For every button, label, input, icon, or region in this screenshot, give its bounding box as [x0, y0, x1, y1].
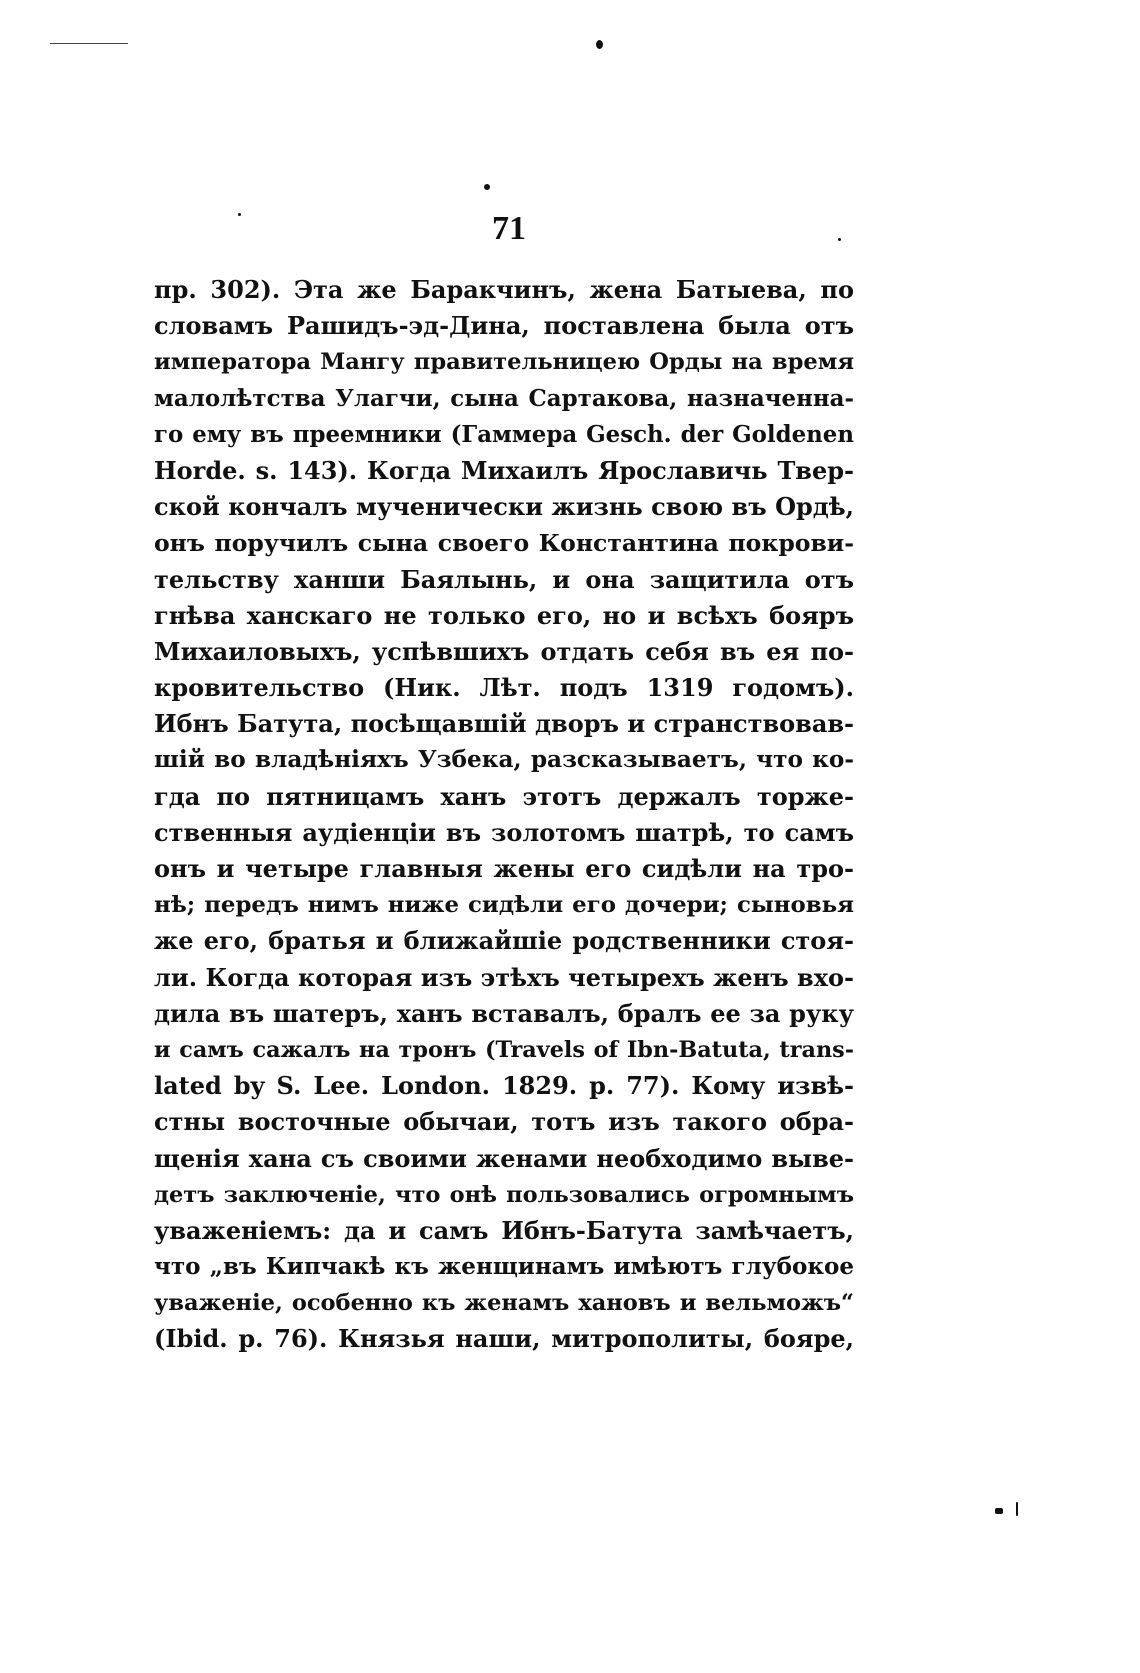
- text-line: пр. 302). Эта же Баракчинъ, жена Батыева, по: [154, 275, 854, 304]
- text-line: ли. Когда которая изъ этѣхъ четырехъ женъ вхо-: [154, 962, 854, 992]
- text-line: ской кончалъ мученически жизнь свою въ Ордѣ,: [154, 492, 854, 522]
- text-line: дила въ шатеръ, ханъ вставалъ, бралъ ее за руку: [154, 998, 854, 1028]
- text-line: ственныя аудіенціи въ золотомъ шатрѣ, то самъ: [154, 817, 854, 847]
- text-line: тельству ханши Баялынь, и она защитила отъ: [154, 564, 854, 594]
- text-line: онъ и четыре главныя жены его сидѣли на тро-: [154, 854, 854, 883]
- text-line: Ибнъ Батута, посѣщавшій дворъ и странствовав-: [154, 709, 854, 739]
- text-line: Михаиловыхъ, успѣвшихъ отдать себя въ ея по-: [154, 636, 854, 666]
- text-line: уваженіемъ: да и самъ Ибнъ-Батута замѣчаетъ,: [154, 1215, 854, 1245]
- page-number: 71: [492, 210, 526, 247]
- text-line: кровительство (Ник. Лѣт. подъ 1319 годомъ).: [154, 673, 854, 703]
- text-line: уваженіе, особенно къ женамъ хановъ и вельможъ“: [154, 1290, 854, 1317]
- text-line: императора Мангу правительницею Орды на время: [154, 349, 854, 376]
- text-line: детъ заключеніе, что онѣ пользовались огромнымъ: [154, 1181, 854, 1208]
- text-line: словамъ Рашидъ-эд-Дина, поставлена была отъ: [154, 311, 854, 341]
- text-line: шій во владѣніяхъ Узбека, разсказываетъ, что ко-: [154, 746, 854, 774]
- text-line: Horde. s. 143). Когда Михаилъ Ярославичь Твер-: [154, 455, 854, 485]
- ink-blot: [596, 40, 603, 49]
- ink-speck: [1016, 1502, 1018, 1516]
- text-line: (Ibid. p. 76). Князья наши, митрополиты, бояре,: [154, 1324, 854, 1354]
- ink-dot: [484, 184, 490, 190]
- text-line: гда по пятницамъ ханъ этотъ держалъ торже-: [154, 781, 854, 811]
- text-line: го ему въ преемники (Гаммера Gesch. der Goldenen: [154, 421, 854, 448]
- text-line: же его, братья и ближайшіе родственники стоя-: [154, 926, 854, 956]
- text-line: гнѣва ханскаго не только его, но и всѣхъ бояръ: [154, 600, 854, 630]
- text-line: онъ поручилъ сына своего Константина покрови-: [154, 529, 854, 558]
- body-text: [154, 272, 854, 1358]
- ink-speck: [995, 1508, 1003, 1514]
- text-line: и самъ сажалъ на тронъ (Travels of Ibn-Batuta, trans-: [154, 1036, 854, 1063]
- text-line: нѣ; передъ нимъ ниже сидѣли его дочери; сыновья: [154, 892, 854, 919]
- text-line: щенія хана съ своими женами необходимо выве-: [154, 1143, 854, 1173]
- text-line: lated by S. Lee. London. 1829. p. 77). Кому извѣ-: [154, 1071, 854, 1101]
- text-line: стны восточные обычаи, тотъ изъ такого обра-: [154, 1107, 854, 1137]
- text-line: малолѣтства Улагчи, сына Сартакова, назначенна-: [154, 384, 854, 412]
- text-line: что „въ Кипчакѣ къ женщинамъ имѣютъ глубокое: [154, 1253, 854, 1281]
- scan-edge-mark: [50, 43, 128, 44]
